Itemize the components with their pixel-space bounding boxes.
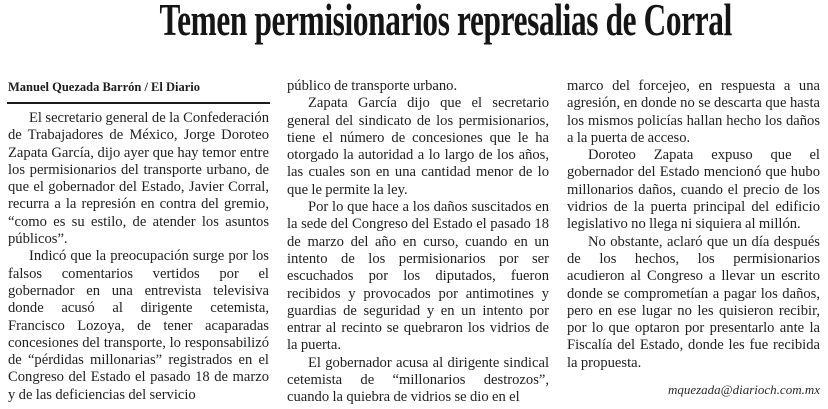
article-paragraph-continuation: público de transporte urbano.	[287, 78, 458, 94]
article-paragraph: El gobernador acusa al dirigente sindical cetemista de “millonarios destrozos”, cuando la quiebra de vidrios se dio en el	[287, 354, 549, 406]
headline: Temen permisionarios represalias de Corral	[159, 0, 732, 45]
article-paragraph: No obstante, aclaró que un día después de los hechos, los permisionarios acudieron al Congreso a llevar un escrito donde se comprometían a pagar los daños, pero en ese lugar no les quisieron recibir, por lo que optaron por presentarlo ante la Fiscalía del Estado, donde les fue recibida la propuesta.	[567, 233, 820, 371]
article-paragraph: Doroteo Zapata expuso que el gobernador del Estado mencionó que hubo millonarios daños, cuando el precio de los vidrios de la puerta principal del edificio legislativo no llega ni siquiera al millón.	[567, 147, 820, 233]
article-paragraph: Zapata García dijo que el secretario general del sindicato de los permisionarios, tiene el número de concesiones que le ha otorgado la autoridad a lo largo de los años, las cuales son en una cantidad menor de lo que le permite la ley.	[287, 95, 549, 198]
article-paragraph: Por lo que hace a los daños suscitados en la sede del Congreso del Estado el pasado 18 de marzo del año en curso, cuando en un intento de los permisionarios por ser escuchados por los diputados, fueron recibidos y provocados por antimotines y guardias de seguridad y en un intento por entrar al recinto se quebraron los vidrios de la puerta.	[287, 199, 549, 354]
article-column-1	[8, 110, 269, 404]
byline-rule	[7, 102, 270, 104]
article-paragraph: El secretario general de la Confederación de Trabajadores de México, Jorge Doroteo Zapata García, dijo ayer que hay temor entre los permisionarios del transporte urbano, de que el gobernador del Estado, Javier Corral, recurra a la represión en contra del gremio, “como es su estilo, de atender los asuntos públicos”.	[8, 110, 269, 248]
author-email: mquezada@diarioch.com.mx	[667, 382, 820, 397]
article-paragraph-continuation: marco del forcejeo, en respuesta a una agresión, en donde no se descarta que hasta los mismos policías hallan hecho los daños a la puerta de acceso.	[567, 78, 820, 146]
article-column-2	[287, 78, 549, 407]
article-column-3	[567, 78, 820, 372]
article-paragraph: Indicó que la preocupación surge por los falsos comentarios vertidos por el gobernador en una entrevista televisiva donde acusó al dirigente cetemista, Francisco Lozoya, de tener acaparadas concesiones del transporte, lo responsabilizó de “pérdidas millonarias” registrados en el Congreso del Estado el pasado 18 de marzo y de las deficiencias del servicio	[8, 248, 269, 403]
byline: Manuel Quezada Barrón / El Diario	[8, 80, 201, 94]
